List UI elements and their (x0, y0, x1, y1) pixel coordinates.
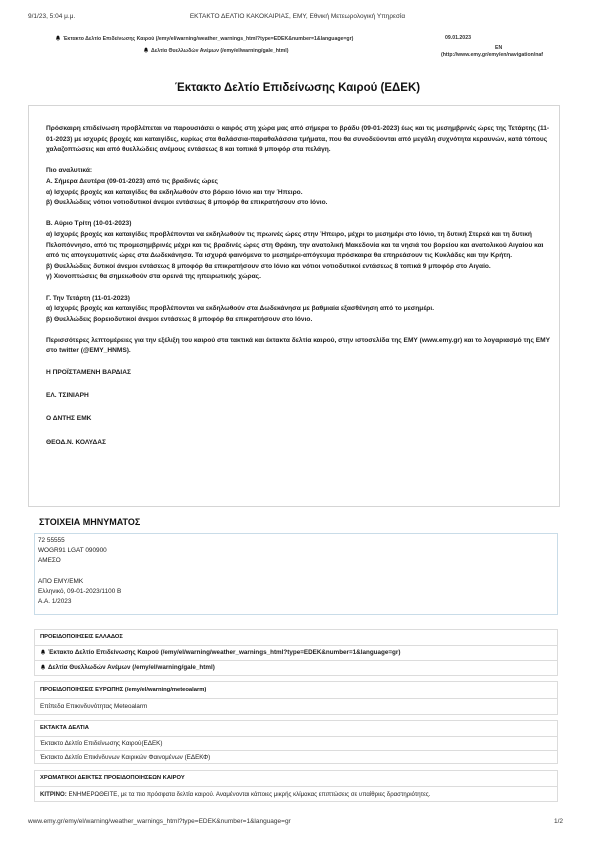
nav-link-gale[interactable] (143, 47, 288, 54)
message-line: ΑΠΟ ΕΜΥ/ΕΜΚ (38, 577, 84, 585)
color-indicators-heading: ΧΡΩΜΑΤΙΚΟΙ ΔΕΙΚΤΕΣ ΠΡΟΕΙΔΟΠΟΙΗΣΕΩΝ ΚΑΙΡΟΥ (40, 775, 185, 781)
color-indicators-panel (34, 770, 558, 802)
signature-shift-head: Η ΠΡΟΪΣΤΑΜΕΝΗ ΒΑΡΔΙΑΣ (46, 368, 131, 376)
yellow-level-label: ΚΙΤΡΙΝΟ: (40, 791, 67, 798)
section-a-item-a: α) Ισχυρές βροχές και καταιγίδες θα εκδηλωθούν στο βόρειο Ιόνιο και την Ήπειρο. (46, 188, 303, 196)
bell-icon (40, 664, 46, 670)
message-line (38, 567, 121, 577)
details-heading: Πιο αναλυτικά: (46, 167, 93, 175)
nav-link-gale-label: Δελτία Θυελλωδών Ανέμων (/emy/el/warning/gale_html) (151, 48, 289, 54)
bell-icon (143, 47, 149, 53)
greek-warning-item-label: Δελτία Θυελλωδών Ανέμων (/emy/el/warning/gale_html) (48, 664, 215, 671)
greek-warnings-panel (34, 629, 558, 676)
section-a-title: Α. Σήμερα Δευτέρα (09-01-2023) από τις βραδινές ώρες (46, 177, 218, 185)
section-c-item-b: β) Θυελλώδεις βορειοδυτικοί άνεμοι εντάσεως 8 μποφόρ θα επικρατήσουν στο Ιόνιο. (46, 315, 313, 323)
lang-switch-label[interactable]: EN (495, 45, 503, 51)
print-page-title: ΕΚΤΑΚΤΟ ΔΕΛΤΙΟ ΚΑΚΟΚΑΙΡΙΑΣ, ΕΜΥ, Εθνική Μετεωρολογική Υπηρεσία (189, 13, 406, 20)
lang-switch-link[interactable]: (http://www.emy.gr/emy/en/navigation/naf (441, 52, 544, 58)
message-line: ΑΜΕΣΟ (38, 557, 61, 565)
bulletin-section-b (46, 219, 554, 283)
nav-link-edek-label: Έκτακτο Δελτίο Επιδείνωσης Καιρού (/emy/el/warning/weather_warnings_html?type=EDEK&number=1&language=gr) (63, 36, 354, 42)
section-b-item-c: γ) Χιονοπτώσεις θα σημειωθούν στα ορεινά της ηπειρωτικής χώρας. (46, 273, 261, 281)
bulletin-section-a (46, 166, 554, 208)
greek-warning-item-label: Έκτακτο Δελτίο Επιδείνωσης Καιρού (/emy/el/warning/weather_warnings_html?type=EDEK&number=1&language=gr) (48, 649, 401, 656)
yellow-level-row (35, 786, 557, 802)
emergency-bulletins-heading: ΕΚΤΑΚΤΑ ΔΕΛΤΙΑ (40, 725, 89, 731)
print-datetime: 9/1/23, 5:04 μ.μ. (28, 13, 76, 20)
section-b-item-b: β) Θυελλώδεις δυτικοί άνεμοι εντάσεως 8 μποφόρ θα επικρατήσουν στο Ιόνιο και νότιοι νοτιοδυτικοί εντάσεως 8 τοπικά 9 μποφόρ στο Αιγαίο. (46, 262, 491, 270)
yellow-level-text: ΕΝΗΜΕΡΩΘΕΙΤΕ, με τα πιο πρόσφατα δελτία καιρού. Αναμένονται κάποιες μικρής κλίμακας επιπτώσεις σε υπαίθριες δραστηριότητες. (68, 791, 431, 798)
section-a-item-b: β) Θυελλώδεις νότιοι νοτιοδυτικοί άνεμοι εντάσεως 8 μποφόρ θα επικρατήσουν στο Ιόνιο. (46, 199, 328, 207)
greek-warnings-heading: ΠΡΟΕΙΔΟΠΟΙΗΣΕΙΣ ΕΛΛΑΔΟΣ (40, 634, 123, 640)
europe-warnings-panel (34, 681, 558, 715)
bulletin-content (46, 124, 554, 461)
nav-date: 09.01.2023 (445, 35, 471, 41)
emergency-bulletin-edekf-link[interactable]: Έκτακτο Δελτίο Επικίνδυνων Καιρικών Φαινομένων (ΕΔΕΚΦ) (35, 750, 557, 764)
emergency-bulletins-panel (34, 720, 558, 764)
section-b-title: Β. Αύριο Τρίτη (10-01-2023) (46, 220, 132, 228)
meteoalarm-link[interactable]: Επίπεδα Επικινδυνότητας Meteoalarm (35, 698, 557, 715)
bulletin-section-c (46, 294, 554, 326)
message-line: 72 55555 (38, 537, 65, 544)
signature-shift-name: ΕΛ. ΤΣΙΝΙΑΡΗ (46, 391, 89, 399)
section-b-item-a: α) Ισχυρές βροχές και καταιγίδες προβλέπονται να εκδηλωθούν τις πρωινές ώρες στην Ήπειρο, μέχρι το μεσημέρι στο Ιόνιο, τη δυτική Στερεά και τη δυτική Πελοπόννησο, από τις προμεσημβρινές μέχρι και τις βραδινές ώρες στη Θράκη, την ανατολική Μακεδονία και τα νησιά του βορείου και ανατολικού Αιγαίου και από τις απογευματινές ώρες στα Δωδεκάνησα. Τα ισχυρά φαινόμενα το μεσημέρι-απόγευμα πρόσκαιρα θα επηρεάσουν τις Κυκλάδες και την Κρήτη. (46, 230, 544, 260)
more-info: Περισσότερες λεπτομέρειες για την εξέλιξη του καιρού στα τακτικά και έκτακτα δελτία καιρού, στην ιστοσελίδα της ΕΜΥ (www.emy.gr) και το λογαριασμό της ΕΜΥ στο twitter (@EMY_HNMS). (46, 336, 551, 355)
message-line: WOGR91 LGAT 090900 (38, 547, 107, 555)
bulletin-intro: Πρόσκαιρη επιδείνωση προβλέπεται να παρουσιάσει ο καιρός στη χώρα μας από σήμερα το βράδυ (09-01-2023) έως και τις μεσημβρινές ώρες της Τετάρτης (11-01-2023) με ισχυρές βροχές και καταιγίδες, κυρίως στα θαλάσσια-παραθαλάσσια τμήματα, που θα συνοδεύονται από μεγάλη συχνότητα κεραυνών, κατά τόπους χαλαζοπτώσεις και από θυελλώδεις ανέμους εντάσεως 8 και τοπικά 9 μποφόρ στα πελάγη. (46, 125, 550, 154)
bell-icon (40, 649, 46, 655)
greek-warning-item-edek[interactable] (35, 645, 557, 660)
europe-warnings-heading[interactable]: ΠΡΟΕΙΔΟΠΟΙΗΣΕΙΣ ΕΥΡΩΠΗΣ (/emy/el/warning/meteoalarm) (40, 687, 207, 693)
message-info-lines (38, 536, 121, 607)
section-c-title: Γ. Την Τετάρτη (11-01-2023) (46, 294, 130, 302)
print-page-number: 1/2 (554, 818, 564, 825)
nav-link-edek[interactable] (55, 35, 353, 42)
print-footer-url: www.emy.gr/emy/el/warning/weather_warnings_html?type=EDEK&number=1&language=gr (28, 818, 291, 825)
bell-icon (55, 35, 61, 41)
greek-warning-item-gale[interactable] (35, 660, 557, 675)
emergency-bulletin-edek-link[interactable]: Έκτακτο Δελτίο Επιδείνωσης Καιρού(ΕΔΕΚ) (35, 736, 557, 750)
message-line: Α.Α. 1/2023 (38, 598, 72, 606)
section-c-item-a: α) Ισχυρές βροχές και καταιγίδες προβλέπονται να εκδηλωθούν στα Δωδεκάνησα με βαθμιαία εξασθένηση από το μεσημέρι. (46, 305, 435, 313)
bulletin-title: Έκτακτο Δελτίο Επιδείνωσης Καιρού (ΕΔΕΚ) (174, 82, 421, 94)
signature-director-name: ΘΕΟΔ.Ν. ΚΟΛΥΔΑΣ (46, 438, 106, 446)
signature-director: Ο ΔΝΤΗΣ ΕΜΚ (46, 415, 92, 423)
message-line: Ελληνικό, 09-01-2023/1100 Β (38, 587, 122, 595)
message-info-heading: ΣΤΟΙΧΕΙΑ ΜΗΝΥΜΑΤΟΣ (39, 517, 141, 527)
